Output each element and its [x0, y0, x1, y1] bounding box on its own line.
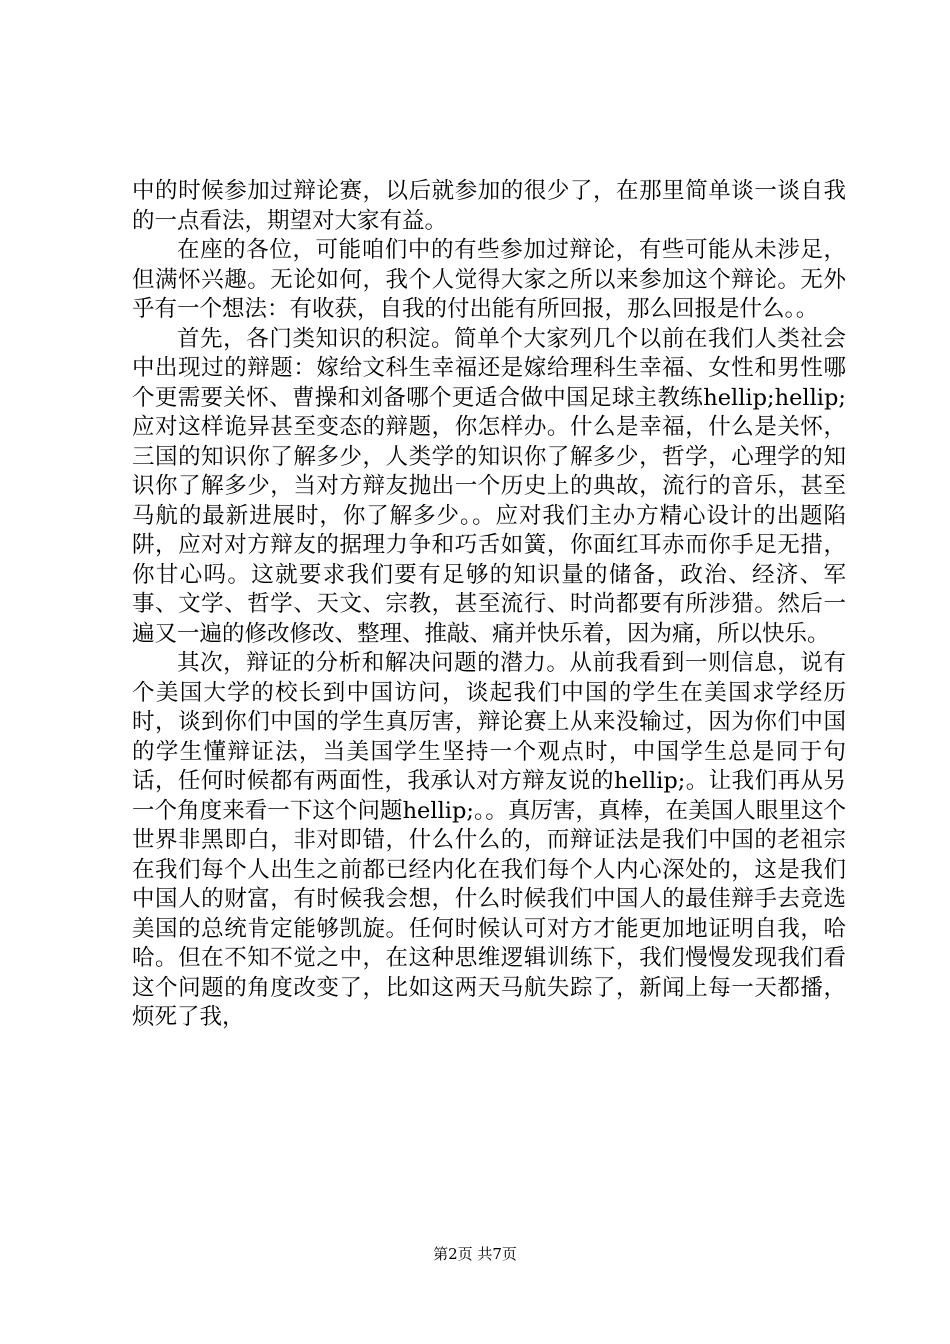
document-body — [132, 177, 846, 1033]
page-number-footer: 第2页 共7页 — [433, 1245, 517, 1263]
paragraph-continuation: 中的时候参加过辩论赛，以后就参加的很少了，在那里简单谈一谈自我的一点看法，期望对大家有益。 — [132, 178, 846, 234]
paragraph-intro: 在座的各位，可能咱们中的有些参加过辩论，有些可能从未涉足，但满怀兴趣。无论如何，我个人觉得大家之所以来参加这个辩论。无外乎有一个想法：有收获，自我的付出能有所回报，那么回报是什么。。 — [132, 237, 846, 322]
paragraph-dialectics: 其次，辩证的分析和解决问题的潜力。从前我看到一则信息，说有个美国大学的校长到中国访问，谈起我们中国的学生在美国求学经历时，谈到你们中国的学生真厉害，辩论赛上从来没输过，因为你们中国的学生懂辩证法，当美国学生坚持一个观点时，中国学生总是同于句话，任何时候都有两面性，我承认对方辩友说的hellip;。让我们再从另一个角度来看一下这个问题hellip;。。真厉害，真棒，在美国人眼里这个世界非黑即白，非对即错，什么什么的，而辩证法是我们中国的老祖宗在我们每个人出生之前都已经内化在我们每个人内心深处的，这是我们中国人的财富，有时候我会想，什么时候我们中国人的最佳辩手去竞选美国的总统肯定能够凯旋。任何时候认可对方才能更加地证明自我，哈哈。但在不知不觉之中，在这种思维逻辑训练下，我们慢慢发现我们看这个问题的角度改变了，比如这两天马航失踪了，新闻上每一天都播，烦死了我， — [132, 650, 846, 1030]
paragraph-knowledge: 首先，各门类知识的积淀。简单个大家列几个以前在我们人类社会中出现过的辩题：嫁给文科生幸福还是嫁给理科生幸福、女性和男性哪个更需要关怀、曹操和刘备哪个更适合做中国足球主教练hellip;hellip;应对这样诡异甚至变态的辩题，你怎样办。什么是幸福，什么是关怀，三国的知识你了解多少，人类学的知识你了解多少，哲学，心理学的知识你了解多少，当对方辩友抛出一个历史上的典故，流行的音乐，甚至马航的最新进展时，你了解多少。。应对我们主办方精心设计的出题陷阱，应对对方辩友的据理力争和巧舌如簧，你面红耳赤而你手足无措，你甘心吗。这就要求我们要有足够的知识量的储备，政治、经济、军事、文学、哲学、天文、宗教，甚至流行、时尚都要有所涉猎。然后一遍又一遍的修改修改、整理、推敲、痛并快乐着，因为痛，所以快乐。 — [132, 325, 846, 647]
